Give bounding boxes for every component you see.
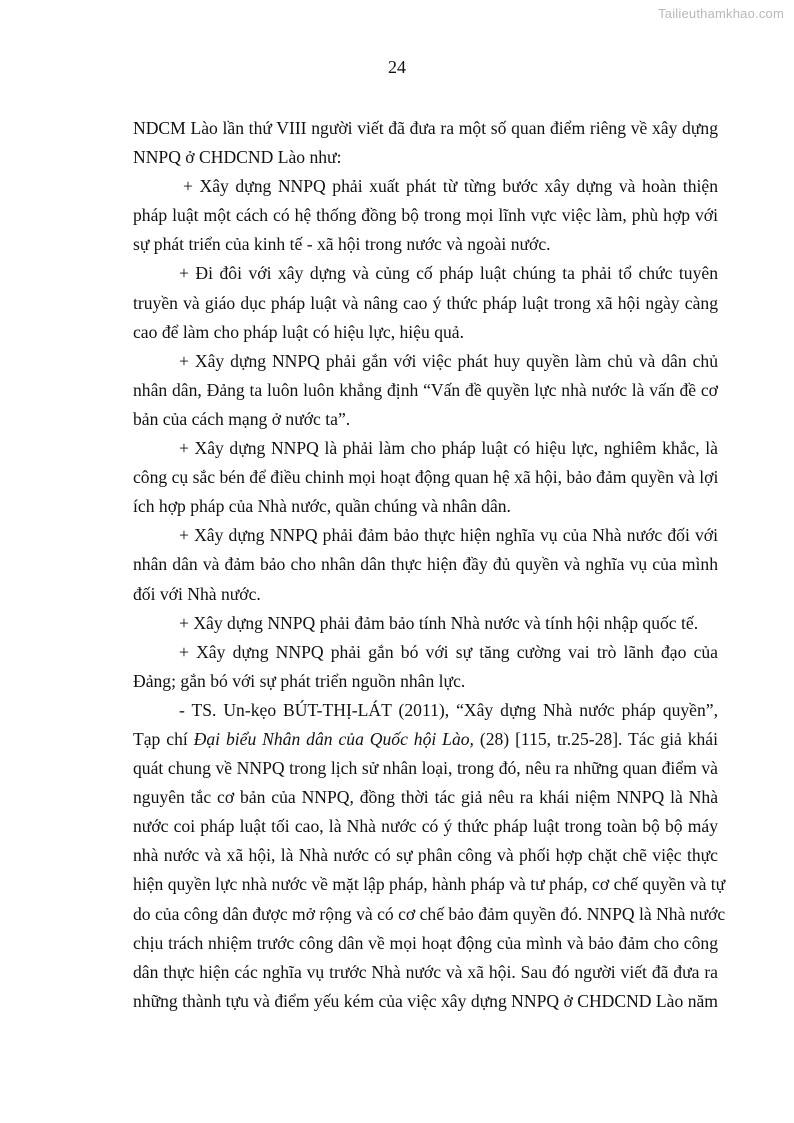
bullet-line: + Xây dựng NNPQ phải đảm bảo tính Nhà nước và tính hội nhập quốc tế. <box>179 612 699 633</box>
text-line: Đảng; gắn bó với sự phát triển nguồn nhân lực. <box>133 670 466 691</box>
bullet-line: + Xây dựng NNPQ phải gắn với việc phát huy quyền làm chủ và dân chủ <box>179 350 718 371</box>
page-number: 24 <box>388 57 406 77</box>
watermark: Tailieuthamkhao.com <box>658 6 784 21</box>
bullet-line: + Xây dựng NNPQ phải xuất phát từ từng bước xây dựng và hoàn thiện <box>183 176 718 197</box>
text-line: nhà nước và xã hội, là Nhà nước có sự phân công và phối hợp chặt chẽ việc thực <box>133 845 718 866</box>
text-line: truyền và giáo dục pháp luật và nâng cao ý thức pháp luật trong xã hội ngày càng <box>133 292 718 313</box>
text-line: nước coi pháp luật tối cao, là Nhà nước có ý thức pháp luật trong toàn bộ bộ máy <box>133 816 718 837</box>
text-line: sự phát triển của kinh tế - xã hội trong nước và ngoài nước. <box>133 234 551 255</box>
text-line: quát chung về NNPQ trong lịch sử nhân loại, trong đó, nêu ra những quan điểm và <box>133 758 718 779</box>
text-line: cao để làm cho pháp luật có hiệu lực, hiệu quả. <box>133 321 464 342</box>
journal-title: Đại biểu Nhân dân của Quốc hội Lào, <box>193 728 474 749</box>
text-line: nguyên tắc cơ bản của NNPQ, đồng thời tác giả nêu ra khái niệm NNPQ là Nhà <box>133 787 718 808</box>
text-line: ích hợp pháp của Nhà nước, quần chúng và nhân dân. <box>133 496 511 517</box>
text-line: bản của cách mạng ở nước ta”. <box>133 408 351 429</box>
bullet-line: + Đi đôi với xây dựng và củng cố pháp luật chúng ta phải tổ chức tuyên <box>179 263 718 284</box>
text-line: pháp luật một cách có hệ thống đồng bộ trong mọi lĩnh vực việc làm, phù hợp với <box>133 205 718 226</box>
bullet-line: + Xây dựng NNPQ phải đảm bảo thực hiện nghĩa vụ của Nhà nước đối với <box>179 525 718 546</box>
text-line: chịu trách nhiệm trước công dân về mọi hoạt động của mình và bảo đảm cho công <box>133 932 718 953</box>
text-line: NNPQ ở CHDCND Lào như: <box>133 147 342 168</box>
document-body <box>133 114 726 1016</box>
reference-citation-line: Tạp chí Đại biểu Nhân dân của Quốc hội Lào, (28) [115, tr.25-28]. Tác giả khái <box>133 728 718 749</box>
text-line: những thành tựu và điểm yếu kém của việc xây dựng NNPQ ở CHDCND Lào năm <box>133 990 718 1011</box>
text-line: NDCM Lào lần thứ VIII người viết đã đưa ra một số quan điểm riêng về xây dựng <box>133 118 718 138</box>
reference-line: - TS. Un-kẹo BÚT-THỊ-LÁT (2011), “Xây dựng Nhà nước pháp quyền”, <box>179 699 718 720</box>
text-line: hiện quyền lực nhà nước về mặt lập pháp, hành pháp và tư pháp, cơ chế quyền và tự <box>133 874 726 895</box>
bullet-line: + Xây dựng NNPQ phải gắn bó với sự tăng cường vai trò lãnh đạo của <box>179 641 718 662</box>
text-line: công cụ sắc bén để điều chinh mọi hoạt động quan hệ xã hội, bảo đảm quyền và lợi <box>133 467 719 488</box>
text-line: đối với Nhà nước. <box>133 583 261 604</box>
text-line: nhân dân, Đảng ta luôn luôn khẳng định “Vấn đề quyền lực nhà nước là vấn đề cơ <box>133 379 718 400</box>
bullet-line: + Xây dựng NNPQ là phải làm cho pháp luật có hiệu lực, nghiêm khắc, là <box>179 438 718 459</box>
text-line: do của công dân được mở rộng và có cơ chế bảo đảm quyền đó. NNPQ là Nhà nước <box>133 903 726 924</box>
text-line: dân thực hiện các nghĩa vụ trước Nhà nước và xã hội. Sau đó người viết đã đưa ra <box>133 961 718 982</box>
text-line: nhân dân và đảm bảo cho nhân dân thực hiện đầy đủ quyền và nghĩa vụ của mình <box>133 554 718 575</box>
